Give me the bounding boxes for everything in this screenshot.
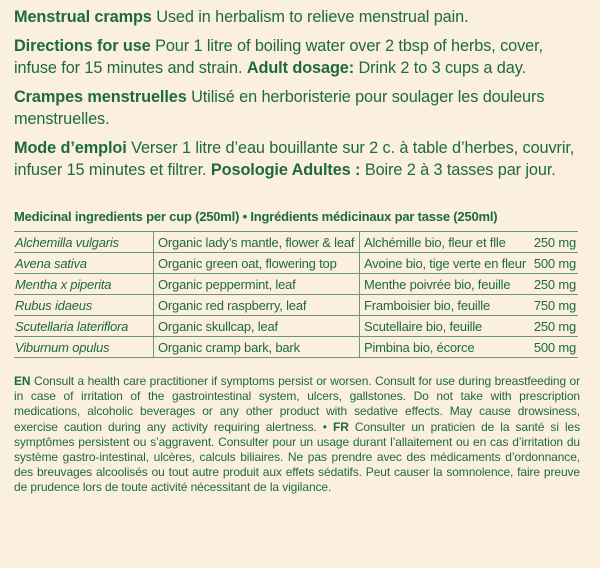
amount: 500 mg <box>526 337 578 358</box>
french-name: Pimbina bio, écorce <box>360 337 526 358</box>
warning-en-text: Consult a health care practitioner if symptoms persist or worsen. Consult for use during breastfeeding or in case of irritation of the gastrointestinal system, ulcers, gallstones. Do not take with prescription medications, alcoholic beverages or any other product with sedative effects. May cause drowsiness, exercise caution during any activity requiring alertness. • <box>14 374 581 434</box>
english-name: Organic lady’s mantle, flower & leaf <box>154 232 360 253</box>
table-row <box>14 232 578 253</box>
ingredients-table <box>14 231 578 358</box>
cramps-en-paragraph <box>14 6 588 28</box>
cramps-en-text: Used in herbalism to relieve menstrual pain. <box>156 8 469 26</box>
table-row <box>14 337 578 358</box>
english-name: Organic red raspberry, leaf <box>154 295 360 316</box>
directions-fr-paragraph <box>14 137 588 181</box>
dosage-fr-title: Posologie Adultes : <box>210 161 361 179</box>
cramps-fr-text: Utilisé en herboristerie pour soulager les douleurs menstruelles. <box>14 88 545 128</box>
french-name: Menthe poivrée bio, feuille <box>360 274 526 295</box>
english-name: Organic skullcap, leaf <box>154 316 360 337</box>
amount: 250 mg <box>526 232 578 253</box>
french-name: Avoine bio, tige verte en fleur <box>360 253 526 274</box>
table-row <box>14 295 578 316</box>
warning-text <box>14 374 580 496</box>
label-content <box>14 6 588 496</box>
warning-en-label: EN <box>14 374 31 388</box>
directions-fr-title: Mode d’emploi <box>14 139 127 157</box>
latin-name: Alchemilla vulgaris <box>14 232 154 253</box>
directions-fr-text: Verser 1 litre d’eau bouillante sur 2 c. à table d’herbes, couvrir, infuser 15 minutes et filtrer. <box>14 139 575 179</box>
latin-name: Scutellaria lateriflora <box>14 316 154 337</box>
latin-name: Rubus idaeus <box>14 295 154 316</box>
dosage-fr-text: Boire 2 à 3 tasses par jour. <box>364 161 556 179</box>
english-name: Organic green oat, flowering top <box>154 253 360 274</box>
english-name: Organic cramp bark, bark <box>154 337 360 358</box>
latin-name: Mentha x piperita <box>14 274 154 295</box>
english-name: Organic peppermint, leaf <box>154 274 360 295</box>
dosage-en-text: Drink 2 to 3 cups a day. <box>358 59 526 77</box>
table-row <box>14 253 578 274</box>
amount: 750 mg <box>526 295 578 316</box>
table-row <box>14 316 578 337</box>
warning-fr-label: FR <box>332 419 349 434</box>
french-name: Framboisier bio, feuille <box>360 295 526 316</box>
directions-en-text: Pour 1 litre of boiling water over 2 tbsp of herbs, cover, infuse for 15 minutes and strain. <box>14 37 543 77</box>
cramps-fr-title: Crampes menstruelles <box>14 88 187 106</box>
directions-en-title: Directions for use <box>14 37 151 55</box>
french-name: Alchémille bio, fleur et flle <box>360 232 526 253</box>
dosage-en-title: Adult dosage: <box>246 59 355 77</box>
amount: 250 mg <box>526 316 578 337</box>
cramps-en-title: Menstrual cramps <box>14 8 152 26</box>
ingredients-header: Medicinal ingredients per cup (250ml) • Ingrédients médicinaux par tasse (250ml) <box>14 209 498 224</box>
warning-fr-text: Consulter un praticien de la santé si les symptômes persistent ou s’aggravent. Consulter pour un usage durant l’allaitement ou en cas d’irritation du système gastro-intestinal, ulcères, calculs biliaires. Ne pas prendre avec des médicaments d’ordonnance, des breuvages alcoolisés ou tout autre produit aux effets sédatifs. Peut causer la somnolence, faire preuve de prudence lors de toute activité nécessitant de la vigilance. <box>14 419 580 495</box>
directions-en-paragraph <box>14 35 588 79</box>
latin-name: Viburnum opulus <box>14 337 154 358</box>
latin-name: Avena sativa <box>14 253 154 274</box>
cramps-fr-paragraph <box>14 86 588 130</box>
table-row <box>14 274 578 295</box>
amount: 500 mg <box>526 253 578 274</box>
french-name: Scutellaire bio, feuille <box>360 316 526 337</box>
amount: 250 mg <box>526 274 578 295</box>
